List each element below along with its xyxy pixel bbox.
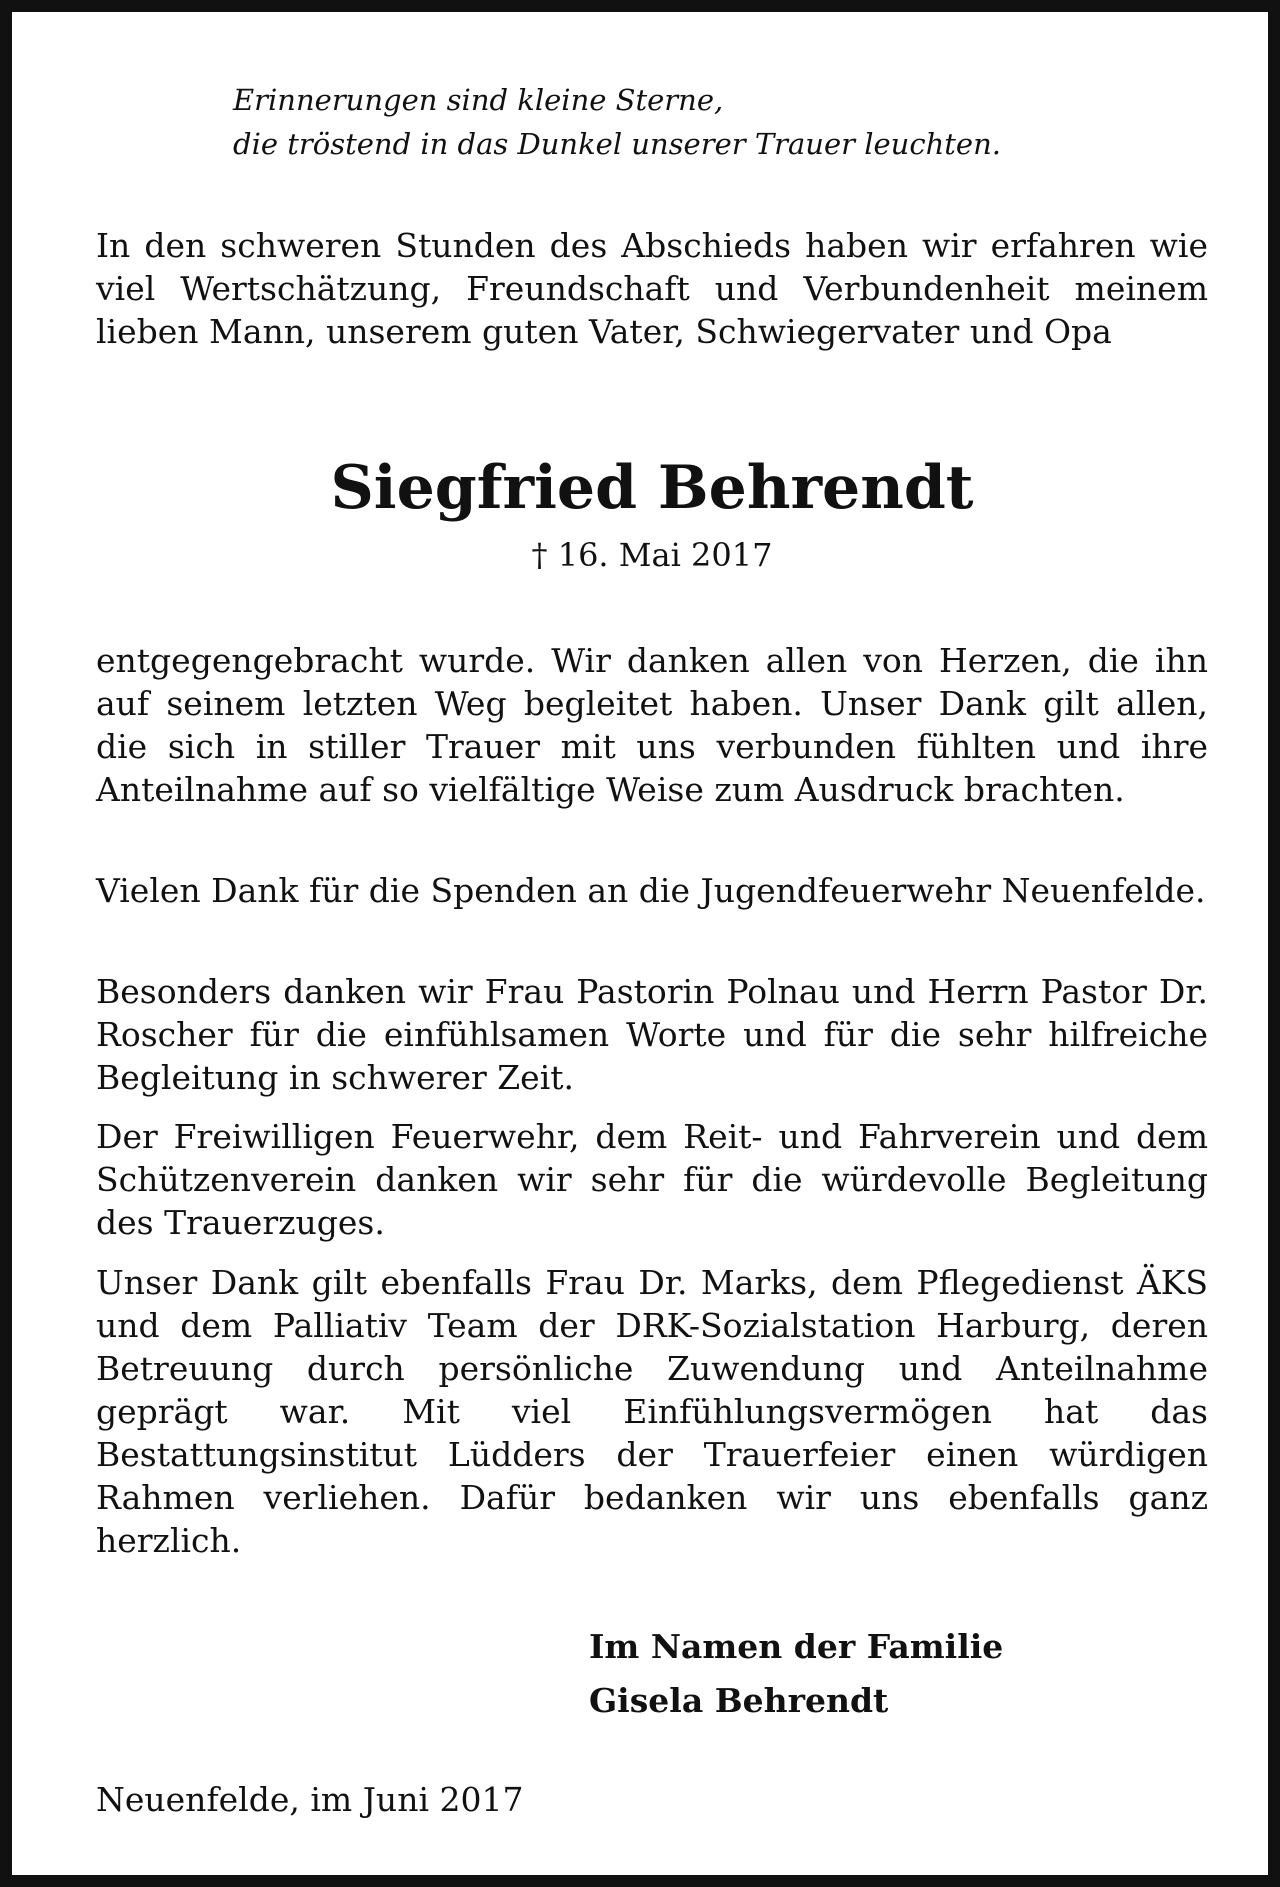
thanks-paragraph-3: Besonders danken wir Frau Pastorin Polnau und Herrn Pastor Dr. Roscher für die einfühlsamen Worte und für die sehr hilfreiche Begleitung in schwerer Zeit. [96,972,1208,1097]
deceased-name: Siegfried Behrendt [330,453,974,523]
thanks-paragraph-2: Vielen Dank für die Spenden an die Jugendfeuerwehr Neuenfelde. [96,871,1206,910]
motto-quote [233,78,1001,166]
thanks-paragraph-1: entgegengebracht wurde. Wir danken allen von Herzen, die ihn auf seinem letzten Weg begleitet haben. Unser Dank gilt allen, die sich in stiller Trauer mit uns verbunden fühlten und ihre Anteilnahme auf so vielfältige Weise zum Ausdruck brachten. [96,641,1208,809]
motto-line-2: die tröstend in das Dunkel unserer Trauer leuchten. [233,127,1001,161]
signature-line-1: Im Namen der Familie [589,1627,1004,1666]
thanks-paragraph-4: Der Freiwilligen Feuerwehr, dem Reit- und Fahrverein und dem Schützenverein danken wir sehr für die würdevolle Begleitung des Trauerzuges. [96,1117,1208,1242]
signature-block [589,1620,1003,1728]
motto-line-1: Erinnerungen sind kleine Sterne, [233,83,724,117]
place-and-date: Neuenfelde, im Juni 2017 [96,1780,524,1819]
signature-line-2: Gisela Behrendt [589,1681,889,1720]
death-date: † 16. Mai 2017 [531,536,773,574]
thanks-paragraph-5: Unser Dank gilt ebenfalls Frau Dr. Marks, dem Pflegedienst ÄKS und dem Palliativ Team der DRK-Sozialstation Harburg, deren Betreuung durch persönliche Zuwendung und Anteilnahme geprägt war. Mit viel Einfühlungsvermögen hat das Bestattungsinstitut Lüdders der Trauerfeier einen würdigen Rahmen verliehen. Dafür bedanken wir uns ebenfalls ganz herzlich. [96,1263,1208,1560]
intro-paragraph: In den schweren Stunden des Abschieds haben wir erfahren wie viel Wertschätzung, Freundschaft und Verbundenheit meinem lieben Mann, unserem guten Vater, Schwiegervater und Opa [96,226,1208,351]
